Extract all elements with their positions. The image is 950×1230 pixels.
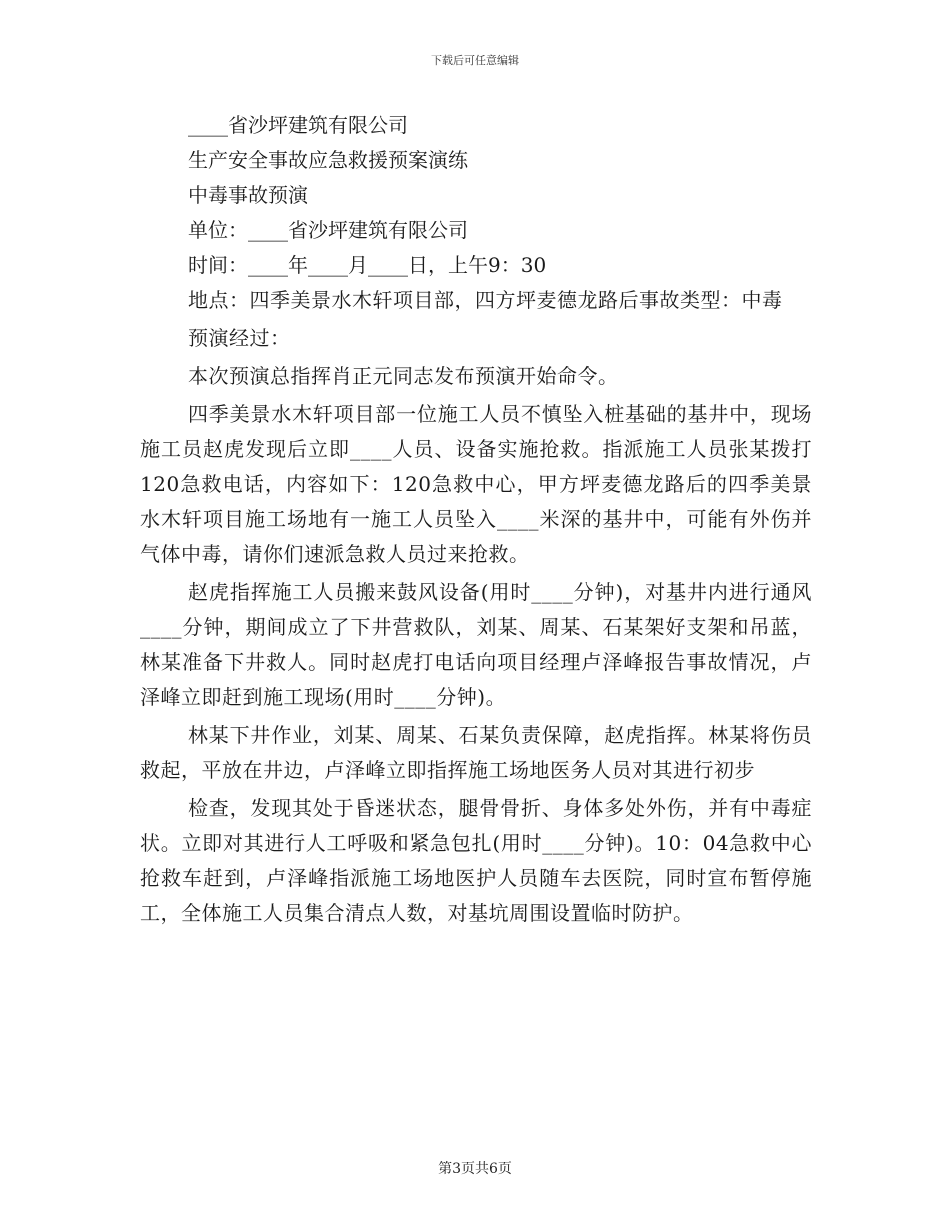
process-heading: 预演经过：: [188, 326, 291, 350]
command-paragraph: 本次预演总指挥肖正元同志发布预演开始命令。: [188, 364, 619, 388]
rescue-paragraph: 林某下井作业，刘某、周某、石某负责保障，赵虎指挥。林某将伤员救起，平放在井边，卢泽峰立即指挥施工场地医务人员对其进行初步: [140, 723, 812, 782]
time-line: 时间：____年____月____日，上午9：30: [188, 253, 547, 277]
accident-paragraph: 四季美景水木轩项目部一位施工人员不慎坠入桩基础的基井中，现场施工员赵虎发现后立即____人员、设备实施抢救。指派施工人员张某拨打120急救电话，内容如下：120急救中心，甲方坪麦德龙路后的四季美景水木轩项目施工场地有一施工人员坠入____米深的基井中，可能有外伤并气体中毒，请你们速派急救人员过来抢救。: [140, 402, 812, 566]
document-body: [140, 108, 812, 934]
page-header: 下载后可任意编辑: [431, 54, 519, 67]
location-paragraph: 地点：四季美景水木轩项目部，四方坪麦德龙路后事故类型：中毒: [188, 288, 783, 312]
page-number: 第3页共6页: [438, 1161, 512, 1177]
company-name-line: ____省沙坪建筑有限公司: [188, 113, 408, 137]
unit-line: 单位：____省沙坪建筑有限公司: [188, 218, 468, 242]
drill-subtitle-line: 中毒事故预演: [188, 183, 308, 207]
drill-title-line: 生产安全事故应急救援预案演练: [188, 148, 468, 172]
check-paragraph: 检查，发现其处于昏迷状态，腿骨骨折、身体多处外伤，并有中毒症状。立即对其进行人工呼吸和紧急包扎(用时____分钟)。10：04急救中心抢救车赶到，卢泽峰指派施工场地医护人员随车去医院，同时宣布暂停施工，全体施工人员集合清点人数，对基坑周围设置临时防护。: [140, 796, 812, 925]
ventilation-paragraph: 赵虎指挥施工人员搬来鼓风设备(用时____分钟)，对基井内进行通风____分钟，期间成立了下井营救队，刘某、周某、石某架好支架和吊蓝，林某准备下井救人。同时赵虎打电话向项目经理卢泽峰报告事故情况，卢泽峰立即赶到施工现场(用时____分钟)。: [140, 580, 812, 709]
